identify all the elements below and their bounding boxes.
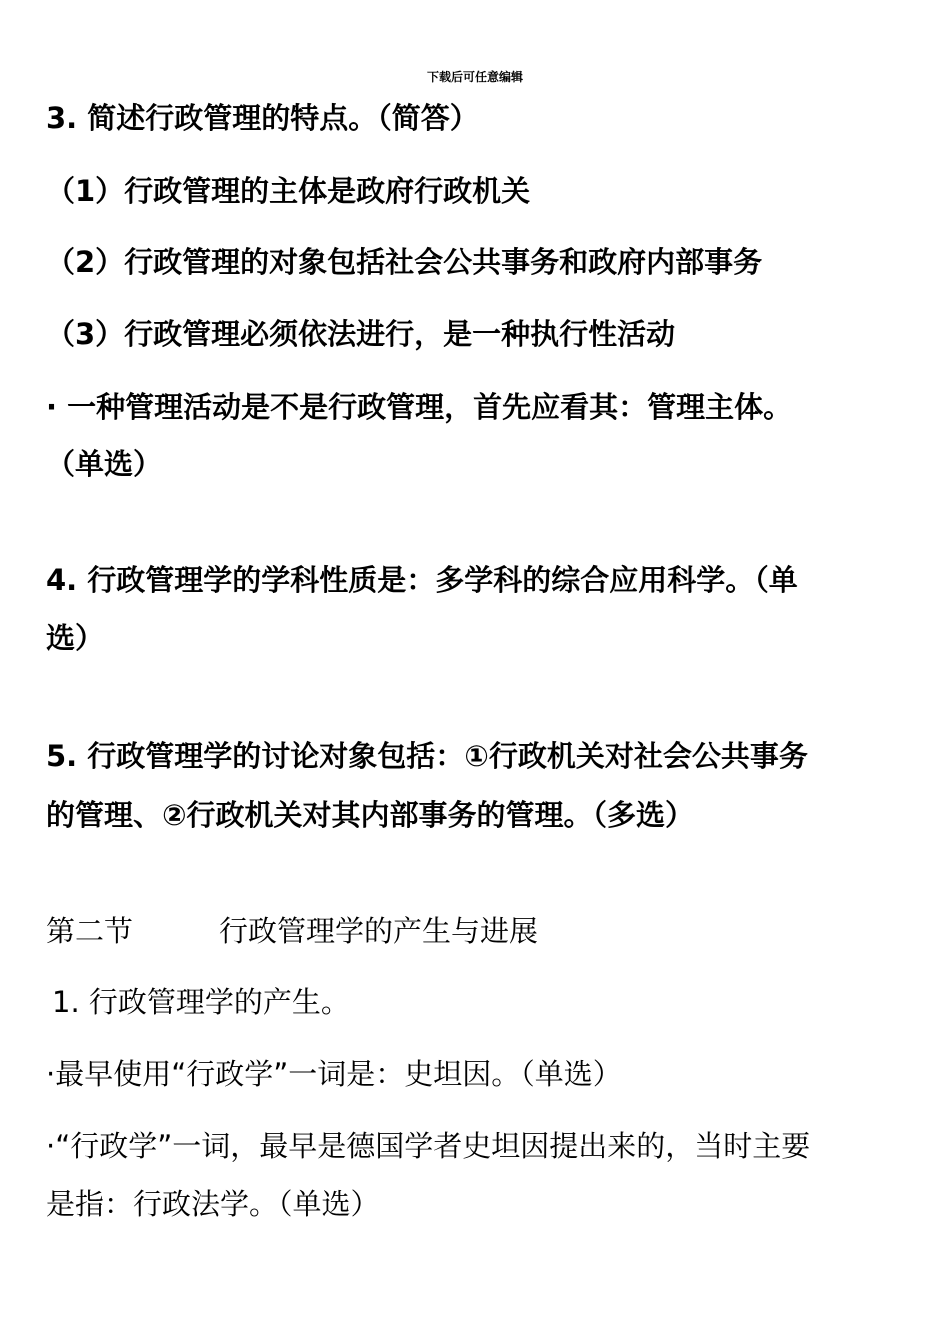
q3-item-2: （2）行政管理的对象包括社会公共事务和政府内部事务 bbox=[46, 245, 763, 279]
section-number: 第二节 bbox=[46, 914, 134, 948]
q3-note-line-1: · 一种管理活动是不是行政管理，首先应看其：管理主体。 bbox=[46, 390, 793, 424]
page-header: 下载后可任意编辑 bbox=[426, 70, 523, 84]
question-4-line-1: 4. 行政管理学的学科性质是：多学科的综合应用科学。（单 bbox=[46, 563, 798, 597]
section-heading bbox=[46, 914, 910, 948]
question-3-title: 3. 简述行政管理的特点。（简答） bbox=[46, 101, 479, 135]
q3-item-3: （3）行政管理必须依法进行，是一种执行性活动 bbox=[46, 317, 676, 351]
question-5-line-1: 5. 行政管理学的讨论对象包括：①行政机关对社会公共事务 bbox=[46, 739, 808, 773]
question-5-line-2: 的管理、②行政机关对其内部事务的管理。（多选） bbox=[46, 798, 695, 832]
question-4-line-2: 选） bbox=[46, 621, 105, 655]
section-title: 行政管理学的产生与进展 bbox=[219, 914, 539, 948]
q3-item-1: （1）行政管理的主体是政府行政机关 bbox=[46, 174, 531, 208]
q3-note-line-2: （单选） bbox=[46, 447, 163, 481]
subsection-1-heading: 1. 行政管理学的产生。 bbox=[52, 985, 350, 1019]
subsection-1-bullet-1: ·最早使用“行政学”一词是：史坦因。（单选） bbox=[46, 1057, 622, 1091]
subsection-1-bullet-2-line-2: 是指：行政法学。（单选） bbox=[46, 1187, 380, 1221]
subsection-1-bullet-2-line-1: ·“行政学”一词，最早是德国学者史坦因提出来的，当时主要 bbox=[46, 1129, 811, 1163]
